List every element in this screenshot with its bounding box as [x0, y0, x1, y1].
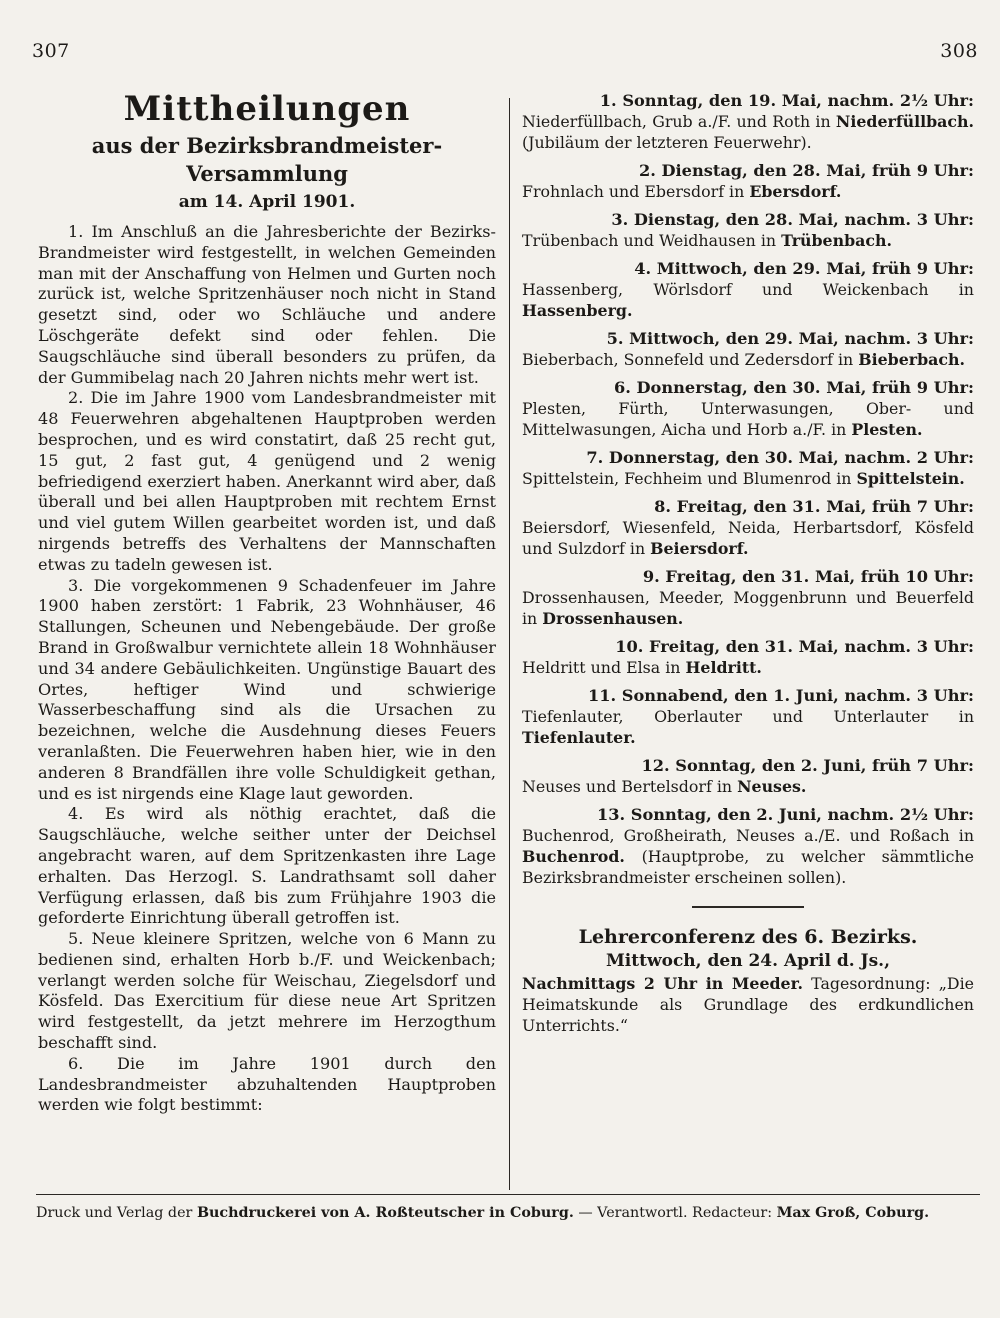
page-number-right: 308 — [940, 40, 978, 62]
schedule-entry — [522, 636, 974, 678]
schedule-entry — [522, 566, 974, 629]
schedule-entry-villages: Frohnlach und Ebersdorf in — [522, 182, 745, 201]
schedule-entry-place: Drossenhausen. — [542, 609, 684, 628]
schedule-entry-date: 13. Sonntag, den 2. Juni, nachm. 2½ Uhr: — [596, 805, 974, 824]
schedule-entry — [522, 377, 974, 440]
section-separator — [692, 906, 804, 908]
schedule-entry-body — [522, 587, 974, 629]
article-column — [38, 90, 496, 1116]
schedule-entry — [522, 496, 974, 559]
schedule-entry-place: Heldritt. — [685, 658, 762, 677]
column-divider — [509, 98, 510, 1190]
footer-printer: Buchdruckerei von A. Roßteutscher in Coburg. — [196, 1205, 574, 1221]
article-paragraph-1: 1. Im Anschluß an die Jahresberichte der Bezirks-Brandmeister wird festgestellt, in welchen Gemeinden man mit der Anschaffung von Helmen und Gurten noch zurück ist, welche Spritzenhäuser noch nicht in Stand gesetzt sind, oder wo Schläuche und andere Löschgeräte defekt sind oder fehlen. Die Saugschläuche sind überall besonders zu prüfen, da der Gummibelag nach 20 Jahren nichts mehr wert ist. — [38, 222, 496, 387]
schedule-entry-villages: Bieberbach, Sonnefeld und Zedersdorf in — [522, 350, 854, 369]
schedule-entry-date: 3. Dienstag, den 28. Mai, nachm. 3 Uhr: — [611, 210, 974, 229]
schedule-entry-body — [522, 230, 974, 251]
schedule-entry-villages: Spittelstein, Fechheim und Blumenrod in — [522, 469, 852, 488]
schedule-entry-date: 6. Donnerstag, den 30. Mai, früh 9 Uhr: — [613, 378, 974, 397]
schedule-entry-place: Ebersdorf. — [749, 182, 842, 201]
schedule-entry-body — [522, 776, 974, 797]
schedule-entry-place: Bieberbach. — [858, 350, 965, 369]
schedule-entry-body — [522, 279, 974, 321]
schedule-entry-villages: Trübenbach und Weidhausen in — [522, 231, 777, 250]
schedule-entry-note: (Hauptprobe, zu welcher sämmtliche Bezirksbrandmeister erscheinen sollen). — [522, 847, 974, 887]
schedule-entry-villages: Buchenrod, Großheirath, Neuses a./E. und Roßach in — [522, 826, 974, 845]
schedule-entry-villages: Niederfüllbach, Grub a./F. und Roth in — [522, 112, 831, 131]
schedule-entry-body — [522, 468, 974, 489]
schedule-entry-body — [522, 517, 974, 559]
schedule-entry-villages: Tiefenlauter, Oberlauter und Unterlauter in — [522, 707, 974, 726]
schedule-entry-villages: Beiersdorf, Wiesenfeld, Neida, Herbartsdorf, Kösfeld und Sulzdorf in — [522, 518, 974, 558]
schedule-entry-date: 8. Freitag, den 31. Mai, früh 7 Uhr: — [654, 497, 974, 516]
schedule-entry-note: (Jubiläum der letzteren Feuerwehr). — [522, 133, 812, 152]
schedule-entry — [522, 90, 974, 153]
schedule-entry — [522, 804, 974, 888]
schedule-entry-place: Niederfüllbach. — [835, 112, 974, 131]
schedule-entry-body — [522, 181, 974, 202]
footer-middle: — Verantwortl. Redacteur: — [578, 1205, 773, 1221]
page-number-left: 307 — [32, 40, 70, 62]
schedule-entry-place: Buchenrod. — [522, 847, 625, 866]
schedule-entry-date: 2. Dienstag, den 28. Mai, früh 9 Uhr: — [638, 161, 974, 180]
imprint-footer — [36, 1203, 980, 1223]
schedule-entry-date: 1. Sonntag, den 19. Mai, nachm. 2½ Uhr: — [599, 91, 974, 110]
article-paragraph-6: 6. Die im Jahre 1901 durch den Landesbrandmeister abzuhaltenden Hauptproben werden wie folgt bestimmt: — [38, 1053, 496, 1115]
schedule-entry-place: Spittelstein. — [856, 469, 965, 488]
schedule-entry-place: Plesten. — [851, 420, 923, 439]
article-paragraph-3: 3. Die vorgekommenen 9 Schadenfeuer im Jahre 1900 haben zerstört: 1 Fabrik, 23 Wohnhäuser, 46 Stallungen, Scheunen und Nebengebäude. Der große Brand in Großwalbur vernichtete allein 18 Wohnhäuser und 34 andere Gebäulichkeiten. Ungünstige Bauart des Ortes, heftiger Wind und schwierige Wasserbeschaffung sind als die Ursachen zu bezeichnen, welche die Ausdehnung dieses Feuers veranlaßten. Die Feuerwehren haben hier, wie in den anderen 8 Brandfällen ihre volle Schuldigkeit gethan, und es ist nirgends eine Klage laut geworden. — [38, 575, 496, 803]
schedule-entry-date: 4. Mittwoch, den 29. Mai, früh 9 Uhr: — [634, 259, 974, 278]
article-paragraph-4: 4. Es wird als nöthig erachtet, daß die Saugschläuche, welche seither unter der Deichsel angebracht waren, auf dem Spritzenkasten ihre Lage erhalten. Das Herzogl. S. Landrathsamt soll daher Verfügung erlassen, daß bis zum Frühjahre 1903 die geforderte Einrichtung überall getroffen ist. — [38, 804, 496, 928]
schedule-entry-villages: Neuses und Bertelsdorf in — [522, 777, 733, 796]
article-paragraph-2: 2. Die im Jahre 1900 vom Landesbrandmeister mit 48 Feuerwehren abgehaltenen Hauptproben werden besprochen, und es wird constatirt, daß 25 recht gut, 15 gut, 2 fast gut, 4 genügend und 2 wenig befriedigend exerziert haben. Anerkannt wird aber, daß überall und bei allen Hauptproben mit rechtem Ernst und viel gutem Willen gearbeitet worden ist, und daß nirgends betreffs des Verhaltens der Mannschaften etwas zu tadeln gewesen ist. — [38, 388, 496, 574]
schedule-entry — [522, 160, 974, 202]
schedule-entry-body — [522, 349, 974, 370]
schedule-column — [522, 90, 974, 1036]
footer-rule — [36, 1194, 980, 1195]
schedule-entry-date: 9. Freitag, den 31. Mai, früh 10 Uhr: — [642, 567, 974, 586]
schedule-entry-date: 7. Donnerstag, den 30. Mai, nachm. 2 Uhr: — [586, 448, 974, 467]
schedule-entry-place: Tiefenlauter. — [522, 728, 636, 747]
schedule-entry-date: 5. Mittwoch, den 29. Mai, nachm. 3 Uhr: — [606, 329, 974, 348]
article-subtitle: aus der Bezirksbrandmeister-Versammlung — [91, 133, 443, 186]
article-title: Mittheilungen — [123, 89, 411, 129]
article-date: am 14. April 1901. — [178, 192, 356, 212]
schedule-entry — [522, 258, 974, 321]
schedule-entry-place: Neuses. — [737, 777, 807, 796]
footer-prefix: Druck und Verlag der — [36, 1205, 193, 1221]
schedule-entry-villages: Drossenhausen, Meeder, Moggenbrunn und Beuerfeld in — [522, 588, 974, 628]
schedule-entry-villages: Hassenberg, Wörlsdorf und Weickenbach in — [522, 280, 974, 299]
conference-title: Lehrerconferenz des 6. Bezirks. — [578, 926, 918, 948]
schedule-entry-body — [522, 111, 974, 153]
schedule-entry-date: 12. Sonntag, den 2. Juni, früh 7 Uhr: — [641, 756, 974, 775]
schedule-entry-place: Trübenbach. — [781, 231, 892, 250]
schedule-entry — [522, 328, 974, 370]
schedule-entry-body — [522, 825, 974, 888]
schedule-entry-date: 10. Freitag, den 31. Mai, nachm. 3 Uhr: — [615, 637, 974, 656]
article-paragraph-5: 5. Neue kleinere Spritzen, welche von 6 Mann zu bedienen sind, erhalten Horb b./F. und Weickenbach; verlangt werden solche für Weischau, Ziegelsdorf und Kösfeld. Das Exercitium für diese neue Art Spritzen wird festgestellt, da jetzt mehrere im Herzogthum beschafft sind. — [38, 929, 496, 1053]
schedule-entry — [522, 685, 974, 748]
schedule-entry-body — [522, 706, 974, 748]
schedule-entry-place: Hassenberg. — [522, 301, 633, 320]
schedule-entry-body — [522, 657, 974, 678]
conference-time-place: Nachmittags 2 Uhr in Meeder. — [522, 974, 803, 993]
schedule-list — [522, 90, 974, 888]
schedule-entry-date: 11. Sonnabend, den 1. Juni, nachm. 3 Uhr: — [587, 686, 974, 705]
schedule-entry-body — [522, 398, 974, 440]
schedule-entry — [522, 209, 974, 251]
schedule-entry — [522, 755, 974, 797]
schedule-entry-villages: Plesten, Fürth, Unterwasungen, Ober- und Mittelwasungen, Aicha und Horb a./F. in — [522, 399, 974, 439]
schedule-entry-place: Beiersdorf. — [650, 539, 749, 558]
conference-date: Mittwoch, den 24. April d. Js., — [605, 951, 891, 971]
conference-agenda: Tagesordnung: „Die Heimatskunde als Grundlage des erdkundlichen Unterrichts.“ — [522, 974, 974, 1035]
footer-editor: Max Groß, Coburg. — [776, 1205, 930, 1221]
conference-details — [522, 973, 974, 1036]
schedule-entry-villages: Heldritt und Elsa in — [522, 658, 681, 677]
schedule-entry — [522, 447, 974, 489]
